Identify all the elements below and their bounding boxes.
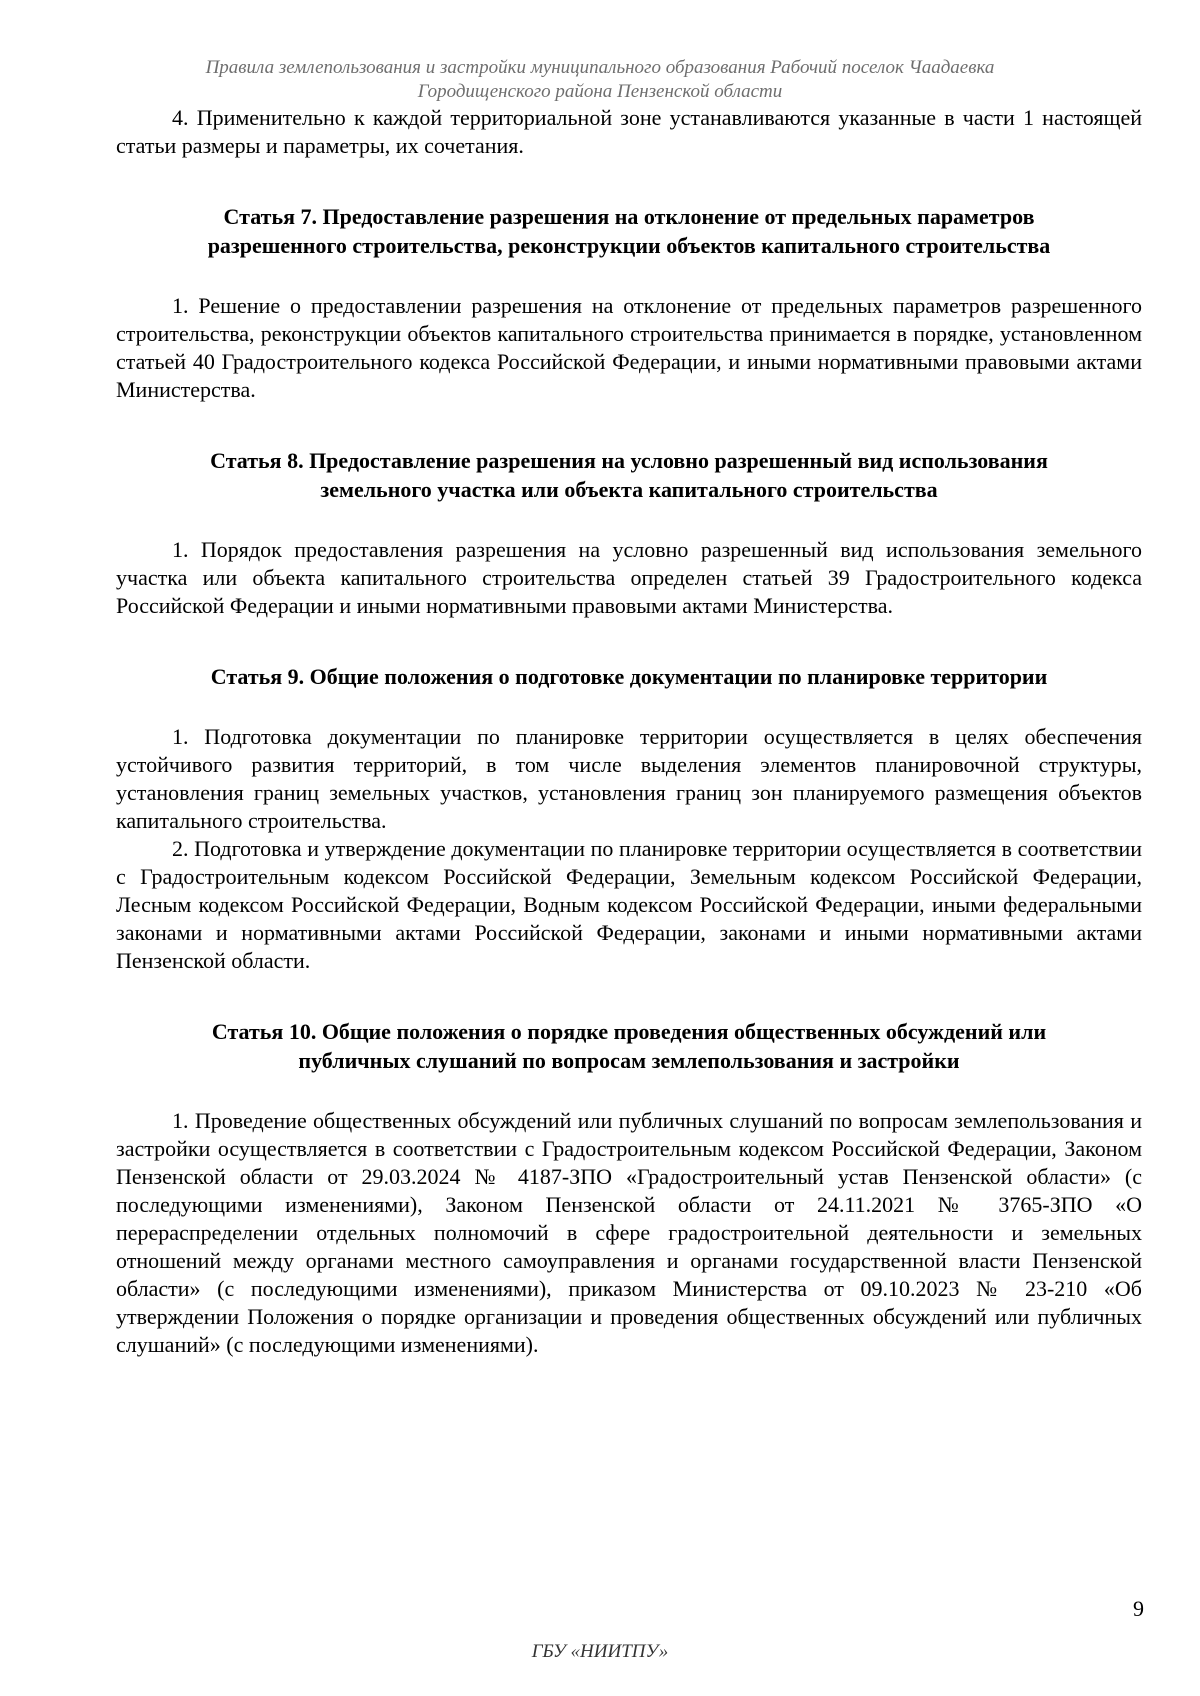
paragraph-intro-4: 4. Применительно к каждой территориальной зоне устанавливаются указанные в части 1 настоящей статьи размеры и параметры, их сочетания. <box>116 105 1142 158</box>
running-header-line-2: Городищенского района Пензенской области <box>417 81 783 102</box>
article-9-paragraph-1: 1. Подготовка документации по планировке территории осуществляется в целях обеспечения устойчивого развития территорий, в том числе выделения элементов планировочной структуры, установления границ земельных участков, установления границ зон планируемого размещения объектов капитального строительства. <box>116 724 1142 833</box>
article-8-title <box>116 446 1142 504</box>
document-body <box>116 104 1142 1359</box>
article-7-title-line-2: разрешенного строительства, реконструкции объектов капитального строительства <box>207 233 1051 258</box>
article-7-paragraph-1: 1. Решение о предоставлении разрешения на отклонение от предельных параметров разрешенного строительства, реконструкции объектов капитального строительства принимается в порядке, установленном статьей 40 Градостроительного кодекса Российской Федерации, и иными нормативными правовыми актами Министерства. <box>116 293 1142 402</box>
running-header-line-1: Правила землепользования и застройки муниципального образования Рабочий поселок Чаадаевка <box>205 57 995 78</box>
running-header <box>120 56 1080 104</box>
running-footer: ГБУ «НИИТПУ» <box>531 1641 669 1662</box>
article-8-paragraph-1: 1. Порядок предоставления разрешения на условно разрешенный вид использования земельного участка или объекта капитального строительства определен статьей 39 Градостроительного кодекса Российской Федерации и иными нормативными правовыми актами Министерства. <box>116 537 1142 618</box>
article-9-title-line-1: Статья 9. Общие положения о подготовке документации по планировке территории <box>210 664 1048 689</box>
article-10-paragraph-1: 1. Проведение общественных обсуждений или публичных слушаний по вопросам землепользования и застройки осуществляется в соответствии с Градостроительным кодексом Российской Федерации, Законом Пензенской области от 29.03.2024 № 4187-ЗПО «Градостроительный устав Пензенской области» (с последующими изменениями), Законом Пензенской области от 24.11.2021 № 3765-ЗПО «О перераспределении отдельных полномочий в сфере градостроительной деятельности и земельных отношений между органами местного самоуправления и органами государственной власти Пензенской области» (с последующими изменениями), приказом Министерства от 09.10.2023 № 23-210 «Об утверждении Положения о порядке организации и проведения общественных обсуждений или публичных слушаний» (с последующими изменениями). <box>116 1108 1142 1357</box>
article-9-title <box>116 662 1142 691</box>
article-8-title-line-2: земельного участка или объекта капитального строительства <box>320 477 938 502</box>
article-7-title <box>116 202 1142 260</box>
article-10-title-line-1: Статья 10. Общие положения о порядке проведения общественных обсуждений или <box>211 1019 1047 1044</box>
article-10-title-line-2: публичных слушаний по вопросам землепользования и застройки <box>298 1048 960 1073</box>
article-8-title-line-1: Статья 8. Предоставление разрешения на условно разрешенный вид использования <box>210 448 1048 473</box>
page-number: 9 <box>1133 1596 1144 1621</box>
article-9-paragraph-2: 2. Подготовка и утверждение документации по планировке территории осуществляется в соответствии с Градостроительным кодексом Российской Федерации, Земельным кодексом Российской Федерации, Лесным кодексом Российской Федерации, Водным кодексом Российской Федерации, иными федеральными законами и нормативными актами Российской Федерации, законами и иными нормативными актами Пензенской области. <box>116 836 1142 973</box>
article-10-title <box>116 1017 1142 1075</box>
article-7-title-line-1: Статья 7. Предоставление разрешения на отклонение от предельных параметров <box>223 204 1035 229</box>
